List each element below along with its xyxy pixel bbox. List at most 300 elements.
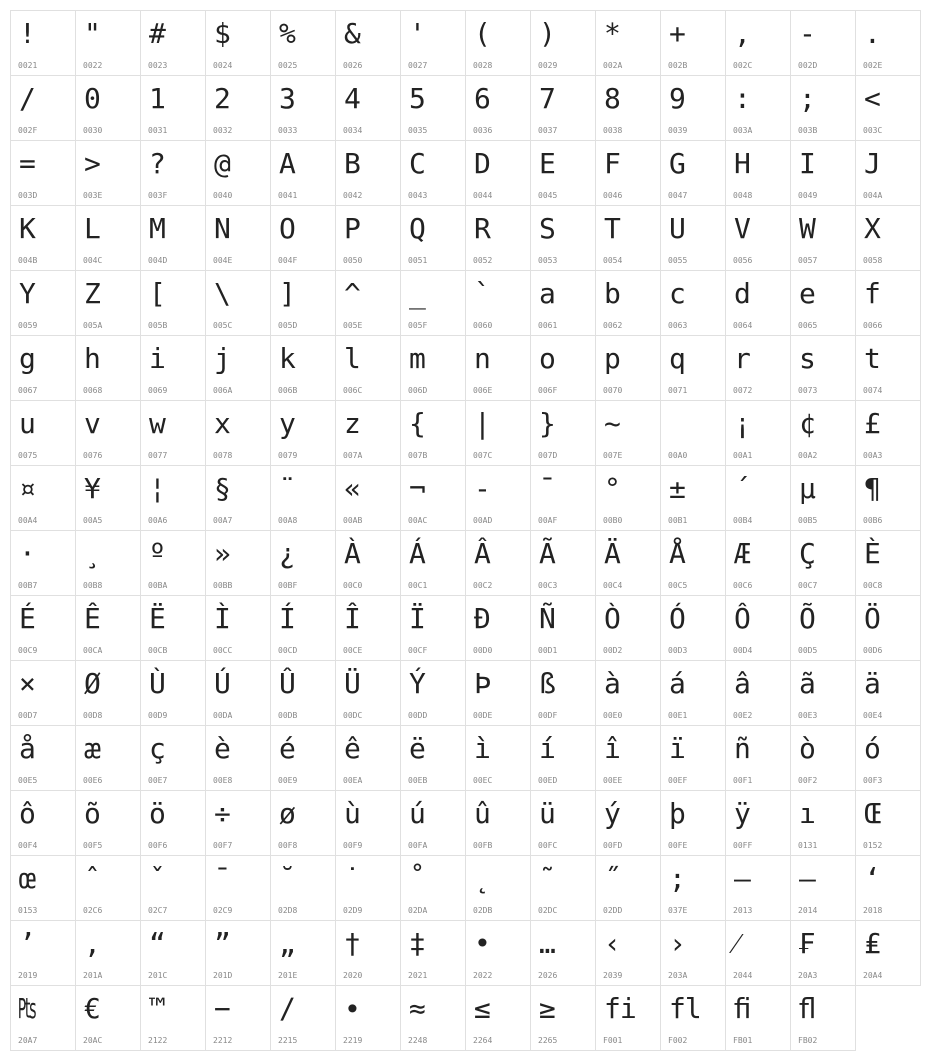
glyph-cell[interactable]	[335, 855, 401, 921]
glyph-char: $	[214, 17, 230, 50]
glyph-cell[interactable]	[10, 140, 76, 206]
glyph-cell[interactable]	[140, 205, 206, 271]
glyph-cell[interactable]	[855, 270, 921, 336]
glyph-cell[interactable]	[855, 790, 921, 856]
glyph-char: Œ	[864, 797, 880, 830]
glyph-cell[interactable]	[10, 855, 76, 921]
glyph-cell[interactable]	[530, 985, 596, 1051]
glyph-cell[interactable]	[790, 465, 856, 531]
glyph-cell[interactable]	[855, 530, 921, 596]
glyph-cell[interactable]	[10, 75, 76, 141]
glyph-cell[interactable]	[75, 270, 141, 336]
glyph-cell[interactable]	[465, 465, 531, 531]
glyph-cell[interactable]	[75, 855, 141, 921]
glyph-cell[interactable]	[335, 660, 401, 726]
glyph-code: 005E	[343, 321, 363, 330]
glyph-cell[interactable]	[335, 400, 401, 466]
glyph-cell[interactable]	[400, 530, 466, 596]
glyph-cell[interactable]	[270, 465, 336, 531]
glyph-char: V	[734, 212, 750, 245]
glyph-cell[interactable]	[790, 920, 856, 986]
glyph-cell[interactable]	[205, 465, 271, 531]
glyph-cell[interactable]	[140, 530, 206, 596]
glyph-cell[interactable]	[465, 205, 531, 271]
glyph-cell[interactable]	[595, 140, 661, 206]
glyph-cell[interactable]	[75, 530, 141, 596]
glyph-code: 00C9	[18, 646, 38, 655]
glyph-cell[interactable]	[660, 400, 726, 466]
glyph-cell[interactable]	[400, 660, 466, 726]
glyph-cell[interactable]	[140, 855, 206, 921]
glyph-cell[interactable]	[660, 790, 726, 856]
glyph-cell[interactable]	[530, 660, 596, 726]
glyph-cell[interactable]	[205, 985, 271, 1051]
glyph-char: k	[279, 342, 295, 375]
glyph-cell[interactable]	[140, 790, 206, 856]
glyph-cell[interactable]	[465, 790, 531, 856]
glyph-cell[interactable]	[335, 205, 401, 271]
glyph-cell[interactable]	[400, 465, 466, 531]
glyph-code: 02DB	[473, 906, 493, 915]
glyph-cell[interactable]	[530, 400, 596, 466]
glyph-cell[interactable]	[530, 270, 596, 336]
glyph-cell[interactable]	[530, 725, 596, 791]
glyph-code: 0042	[343, 191, 363, 200]
glyph-cell[interactable]	[725, 140, 791, 206]
glyph-char: ×	[19, 667, 35, 700]
glyph-cell[interactable]	[595, 335, 661, 401]
glyph-cell[interactable]	[140, 140, 206, 206]
glyph-cell[interactable]	[140, 595, 206, 661]
glyph-cell[interactable]	[270, 660, 336, 726]
glyph-cell[interactable]	[595, 465, 661, 531]
glyph-cell[interactable]	[75, 660, 141, 726]
glyph-cell[interactable]	[660, 920, 726, 986]
glyph-cell[interactable]	[10, 465, 76, 531]
glyph-char: É	[19, 602, 35, 635]
glyph-cell[interactable]	[75, 75, 141, 141]
glyph-cell[interactable]	[855, 400, 921, 466]
glyph-char: 9	[669, 82, 685, 115]
glyph-cell[interactable]	[465, 595, 531, 661]
glyph-cell[interactable]	[465, 335, 531, 401]
glyph-cell[interactable]	[725, 985, 791, 1051]
glyph-cell[interactable]	[10, 530, 76, 596]
glyph-cell[interactable]	[140, 465, 206, 531]
glyph-cell[interactable]	[335, 530, 401, 596]
glyph-cell[interactable]	[400, 595, 466, 661]
glyph-code: 00E9	[278, 776, 298, 785]
glyph-code: 00E6	[83, 776, 103, 785]
glyph-cell[interactable]	[790, 205, 856, 271]
glyph-cell[interactable]	[10, 335, 76, 401]
glyph-cell[interactable]	[660, 595, 726, 661]
glyph-cell[interactable]	[205, 75, 271, 141]
glyph-cell[interactable]	[530, 920, 596, 986]
glyph-cell[interactable]	[855, 920, 921, 986]
glyph-code: 00F7	[213, 841, 233, 850]
glyph-cell[interactable]	[335, 985, 401, 1051]
glyph-cell[interactable]	[725, 270, 791, 336]
glyph-char: n	[474, 342, 490, 375]
glyph-cell[interactable]	[400, 920, 466, 986]
glyph-code: 003B	[798, 126, 818, 135]
glyph-cell[interactable]	[660, 335, 726, 401]
glyph-cell[interactable]	[140, 985, 206, 1051]
glyph-cell[interactable]	[465, 985, 531, 1051]
glyph-cell[interactable]	[400, 10, 466, 76]
glyph-cell[interactable]	[205, 140, 271, 206]
glyph-cell[interactable]	[400, 205, 466, 271]
glyph-code: 00F1	[733, 776, 753, 785]
glyph-char: =	[19, 147, 35, 180]
glyph-cell[interactable]	[75, 140, 141, 206]
glyph-cell[interactable]	[270, 985, 336, 1051]
glyph-cell[interactable]	[205, 400, 271, 466]
glyph-cell[interactable]	[400, 855, 466, 921]
glyph-cell[interactable]	[270, 335, 336, 401]
glyph-char: o	[539, 342, 555, 375]
glyph-cell[interactable]	[790, 75, 856, 141]
glyph-char: y	[279, 407, 295, 440]
glyph-cell[interactable]	[335, 10, 401, 76]
glyph-cell[interactable]	[855, 660, 921, 726]
glyph-cell[interactable]	[10, 10, 76, 76]
glyph-cell[interactable]	[530, 10, 596, 76]
glyph-cell[interactable]	[205, 660, 271, 726]
glyph-cell[interactable]	[790, 10, 856, 76]
glyph-cell[interactable]	[725, 660, 791, 726]
glyph-cell[interactable]	[725, 790, 791, 856]
glyph-cell[interactable]	[205, 270, 271, 336]
glyph-cell[interactable]	[75, 10, 141, 76]
glyph-cell[interactable]	[10, 920, 76, 986]
glyph-cell[interactable]	[205, 10, 271, 76]
glyph-code: 00B4	[733, 516, 753, 525]
glyph-cell[interactable]	[790, 595, 856, 661]
glyph-cell[interactable]	[10, 400, 76, 466]
glyph-cell[interactable]	[465, 530, 531, 596]
glyph-cell[interactable]	[660, 140, 726, 206]
glyph-cell[interactable]	[465, 660, 531, 726]
glyph-cell[interactable]	[855, 205, 921, 271]
glyph-cell[interactable]	[270, 270, 336, 336]
glyph-cell[interactable]	[725, 335, 791, 401]
glyph-code: 0031	[148, 126, 168, 135]
glyph-cell[interactable]	[595, 595, 661, 661]
glyph-cell[interactable]	[855, 335, 921, 401]
glyph-cell[interactable]	[530, 595, 596, 661]
glyph-cell[interactable]	[595, 725, 661, 791]
glyph-cell[interactable]	[465, 10, 531, 76]
glyph-cell[interactable]	[790, 270, 856, 336]
glyph-char: R	[474, 212, 490, 245]
glyph-code: 20A4	[863, 971, 883, 980]
glyph-code: 003A	[733, 126, 753, 135]
glyph-cell[interactable]	[465, 140, 531, 206]
glyph-code: 00EF	[668, 776, 688, 785]
glyph-char: ø	[279, 797, 295, 830]
glyph-cell[interactable]	[140, 660, 206, 726]
glyph-code: 0036	[473, 126, 493, 135]
glyph-char: å	[19, 732, 35, 765]
glyph-cell[interactable]	[270, 595, 336, 661]
glyph-cell[interactable]	[530, 140, 596, 206]
glyph-cell[interactable]	[790, 335, 856, 401]
glyph-char: Ð	[474, 602, 490, 635]
glyph-cell[interactable]	[140, 10, 206, 76]
glyph-cell[interactable]	[205, 595, 271, 661]
glyph-cell[interactable]	[400, 75, 466, 141]
glyph-cell[interactable]	[10, 270, 76, 336]
glyph-code: 0027	[408, 61, 428, 70]
glyph-cell[interactable]	[465, 855, 531, 921]
glyph-char: —	[799, 862, 815, 895]
glyph-code: 0131	[798, 841, 818, 850]
glyph-char: °	[604, 472, 620, 505]
glyph-cell[interactable]	[790, 660, 856, 726]
glyph-cell[interactable]	[205, 205, 271, 271]
glyph-cell[interactable]	[10, 985, 76, 1051]
glyph-code: 02D9	[343, 906, 363, 915]
glyph-cell[interactable]	[140, 725, 206, 791]
glyph-cell[interactable]	[10, 660, 76, 726]
glyph-code: 2264	[473, 1036, 493, 1045]
glyph-cell[interactable]	[140, 400, 206, 466]
glyph-cell[interactable]	[660, 725, 726, 791]
glyph-cell[interactable]	[725, 205, 791, 271]
glyph-code: 00ED	[538, 776, 558, 785]
glyph-cell[interactable]	[335, 465, 401, 531]
glyph-cell[interactable]	[140, 75, 206, 141]
glyph-cell[interactable]	[660, 270, 726, 336]
glyph-cell[interactable]	[270, 400, 336, 466]
glyph-cell[interactable]	[790, 530, 856, 596]
glyph-cell[interactable]	[790, 400, 856, 466]
glyph-cell[interactable]	[530, 530, 596, 596]
glyph-cell[interactable]	[660, 75, 726, 141]
glyph-cell[interactable]	[465, 270, 531, 336]
glyph-char: Ñ	[539, 602, 555, 635]
glyph-cell[interactable]	[595, 530, 661, 596]
glyph-cell[interactable]	[660, 465, 726, 531]
glyph-cell[interactable]	[790, 140, 856, 206]
glyph-cell[interactable]	[595, 790, 661, 856]
glyph-cell[interactable]	[595, 75, 661, 141]
glyph-cell[interactable]	[335, 725, 401, 791]
glyph-cell[interactable]	[725, 465, 791, 531]
glyph-cell[interactable]	[595, 205, 661, 271]
glyph-code: 20AC	[83, 1036, 103, 1045]
glyph-cell[interactable]	[595, 855, 661, 921]
glyph-cell[interactable]	[270, 530, 336, 596]
glyph-cell[interactable]	[790, 790, 856, 856]
glyph-char: 6	[474, 82, 490, 115]
glyph-cell[interactable]	[270, 140, 336, 206]
glyph-cell[interactable]	[400, 790, 466, 856]
glyph-cell[interactable]	[10, 205, 76, 271]
glyph-code: 002D	[798, 61, 818, 70]
glyph-cell[interactable]	[855, 725, 921, 791]
glyph-cell[interactable]	[270, 790, 336, 856]
glyph-cell[interactable]	[530, 855, 596, 921]
glyph-cell[interactable]	[855, 465, 921, 531]
glyph-code: 00F6	[148, 841, 168, 850]
glyph-cell[interactable]	[725, 920, 791, 986]
glyph-cell[interactable]	[400, 400, 466, 466]
glyph-cell[interactable]	[465, 725, 531, 791]
glyph-char: −	[214, 992, 230, 1025]
glyph-cell[interactable]	[530, 335, 596, 401]
glyph-cell[interactable]	[75, 465, 141, 531]
glyph-char: q	[669, 342, 685, 375]
glyph-code: 00AB	[343, 516, 363, 525]
glyph-cell[interactable]	[400, 985, 466, 1051]
glyph-cell[interactable]	[400, 725, 466, 791]
glyph-cell[interactable]	[530, 465, 596, 531]
glyph-code: 02DC	[538, 906, 558, 915]
glyph-cell[interactable]	[855, 75, 921, 141]
glyph-cell[interactable]	[205, 530, 271, 596]
glyph-cell[interactable]	[335, 595, 401, 661]
glyph-cell[interactable]	[270, 855, 336, 921]
glyph-code: 00E0	[603, 711, 623, 720]
glyph-code: 00D7	[18, 711, 38, 720]
glyph-cell[interactable]	[335, 335, 401, 401]
glyph-cell[interactable]	[335, 140, 401, 206]
glyph-code: 2219	[343, 1036, 363, 1045]
glyph-code: 00DB	[278, 711, 298, 720]
glyph-code: 00BF	[278, 581, 298, 590]
glyph-cell[interactable]	[270, 10, 336, 76]
glyph-cell[interactable]	[75, 335, 141, 401]
glyph-char: m	[409, 342, 425, 375]
glyph-code: 00B8	[83, 581, 103, 590]
glyph-cell[interactable]	[595, 400, 661, 466]
glyph-cell[interactable]	[75, 920, 141, 986]
glyph-code: 2265	[538, 1036, 558, 1045]
glyph-cell[interactable]	[465, 75, 531, 141]
glyph-code: F002	[668, 1036, 688, 1045]
glyph-char: ç	[149, 732, 165, 765]
glyph-cell[interactable]	[660, 205, 726, 271]
glyph-char: Ô	[734, 602, 750, 635]
glyph-cell[interactable]	[790, 725, 856, 791]
glyph-cell[interactable]	[205, 790, 271, 856]
glyph-cell[interactable]	[595, 10, 661, 76]
glyph-code: 00DA	[213, 711, 233, 720]
glyph-cell[interactable]	[335, 920, 401, 986]
glyph-cell[interactable]	[75, 400, 141, 466]
glyph-cell[interactable]	[530, 75, 596, 141]
glyph-code: 00F2	[798, 776, 818, 785]
glyph-cell[interactable]	[530, 205, 596, 271]
glyph-cell[interactable]	[400, 270, 466, 336]
glyph-cell[interactable]	[10, 725, 76, 791]
glyph-cell[interactable]	[400, 335, 466, 401]
glyph-cell[interactable]	[725, 75, 791, 141]
glyph-code: 02C7	[148, 906, 168, 915]
glyph-char: |	[474, 407, 490, 440]
glyph-cell[interactable]	[725, 400, 791, 466]
glyph-cell[interactable]	[335, 270, 401, 336]
glyph-cell[interactable]	[270, 920, 336, 986]
glyph-cell[interactable]	[660, 985, 726, 1051]
glyph-char: -	[474, 472, 490, 505]
glyph-cell[interactable]	[530, 790, 596, 856]
glyph-code: 0067	[18, 386, 38, 395]
glyph-cell[interactable]	[140, 920, 206, 986]
glyph-cell[interactable]	[270, 75, 336, 141]
glyph-cell[interactable]	[855, 10, 921, 76]
glyph-cell[interactable]	[725, 595, 791, 661]
glyph-cell[interactable]	[660, 10, 726, 76]
glyph-code: 00D5	[798, 646, 818, 655]
glyph-cell[interactable]	[660, 660, 726, 726]
glyph-cell[interactable]	[205, 335, 271, 401]
glyph-cell[interactable]	[725, 10, 791, 76]
glyph-char: X	[864, 212, 880, 245]
glyph-cell[interactable]	[660, 855, 726, 921]
glyph-cell[interactable]	[790, 985, 856, 1051]
glyph-cell[interactable]	[400, 140, 466, 206]
glyph-code: 0048	[733, 191, 753, 200]
glyph-cell[interactable]	[725, 725, 791, 791]
glyph-cell[interactable]	[205, 920, 271, 986]
glyph-char: ò	[799, 732, 815, 765]
glyph-cell[interactable]	[790, 855, 856, 921]
glyph-cell[interactable]	[595, 270, 661, 336]
glyph-cell[interactable]	[335, 790, 401, 856]
glyph-char: v	[84, 407, 100, 440]
glyph-cell[interactable]	[855, 855, 921, 921]
glyph-cell[interactable]	[75, 725, 141, 791]
glyph-cell[interactable]	[75, 790, 141, 856]
glyph-code: 0033	[278, 126, 298, 135]
glyph-cell[interactable]	[335, 75, 401, 141]
glyph-cell[interactable]	[75, 985, 141, 1051]
glyph-cell[interactable]	[465, 400, 531, 466]
glyph-code: 2021	[408, 971, 428, 980]
glyph-cell[interactable]	[205, 725, 271, 791]
glyph-cell[interactable]	[140, 270, 206, 336]
glyph-cell[interactable]	[270, 725, 336, 791]
glyph-code: 00CC	[213, 646, 233, 655]
glyph-code: 007B	[408, 451, 428, 460]
glyph-cell[interactable]	[725, 855, 791, 921]
glyph-cell[interactable]	[595, 985, 661, 1051]
glyph-cell[interactable]	[725, 530, 791, 596]
glyph-cell[interactable]	[855, 140, 921, 206]
glyph-cell[interactable]	[10, 595, 76, 661]
glyph-char: W	[799, 212, 815, 245]
glyph-cell[interactable]	[140, 335, 206, 401]
glyph-cell[interactable]	[855, 595, 921, 661]
glyph-code: 0057	[798, 256, 818, 265]
glyph-cell[interactable]	[75, 205, 141, 271]
glyph-cell[interactable]	[595, 660, 661, 726]
glyph-char: U	[669, 212, 685, 245]
glyph-cell[interactable]	[75, 595, 141, 661]
glyph-char: ˘	[279, 862, 295, 895]
glyph-cell[interactable]	[660, 530, 726, 596]
glyph-cell[interactable]	[465, 920, 531, 986]
glyph-cell[interactable]	[270, 205, 336, 271]
glyph-char: Á	[409, 537, 425, 570]
glyph-cell[interactable]	[595, 920, 661, 986]
glyph-cell[interactable]	[205, 855, 271, 921]
glyph-cell[interactable]	[10, 790, 76, 856]
